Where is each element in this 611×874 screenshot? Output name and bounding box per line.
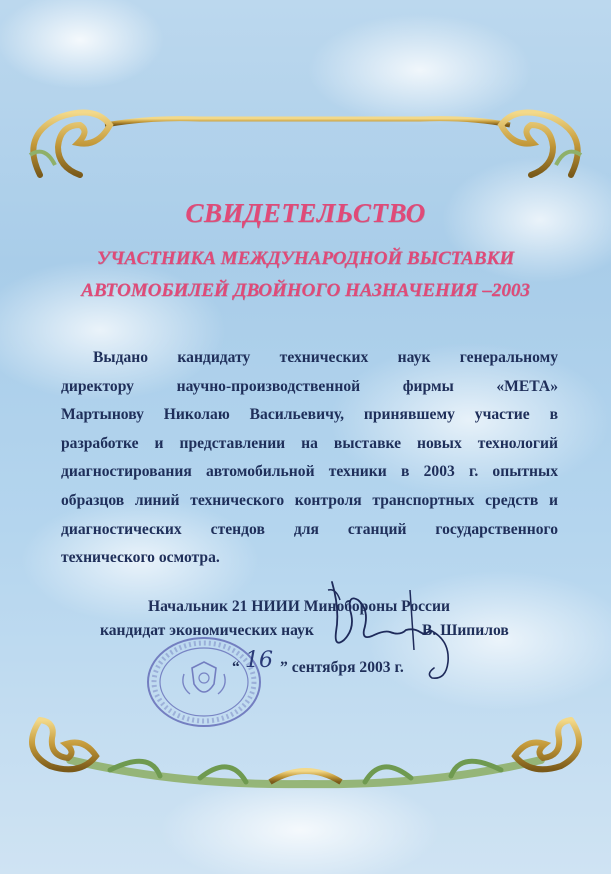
handwritten-signature bbox=[310, 570, 490, 700]
certificate-subtitle-line2: АВТОМОБИЛЕЙ ДВОЙНОГО НАЗНАЧЕНИЯ –2003 bbox=[81, 280, 530, 301]
body-line: директору научно-производственной фирмы «МЕТА» bbox=[61, 377, 558, 395]
body-line: диагностических стендов для станций государственного bbox=[61, 520, 558, 538]
date-day-handwritten: 16 bbox=[245, 648, 273, 673]
certificate-body-text bbox=[61, 344, 558, 573]
body-line: Мартынову Николаю Васильевичу, принявшему участие в bbox=[61, 406, 558, 424]
date-quote-open: “ bbox=[232, 659, 240, 676]
signatory-name: В. Шипилов bbox=[422, 622, 509, 639]
certificate-subtitle-line1: УЧАСТНИКА МЕЖДУНАРОДНОЙ ВЫСТАВКИ bbox=[96, 248, 515, 269]
body-line: образцов линий технического контроля транспортных средств и bbox=[61, 491, 558, 509]
top-gold-ornament bbox=[0, 95, 611, 185]
signatory-position: Начальник 21 НИИИ Минобороны России bbox=[148, 598, 450, 615]
body-line: разработке и представлении на выставке новых технологий bbox=[61, 434, 558, 452]
body-line: Выдано кандидату технических наук генеральному bbox=[93, 349, 558, 366]
certificate-title: СВИДЕТЕЛЬСТВО bbox=[185, 198, 426, 228]
bottom-gold-ornament bbox=[0, 690, 611, 800]
signatory-degree: кандидат экономических наук bbox=[100, 622, 314, 639]
body-line: технического осмотра. bbox=[61, 549, 220, 567]
date-month-year: ” сентября 2003 г. bbox=[280, 659, 404, 676]
body-line: диагностирования автомобильной техники в 2003 г. опытных bbox=[61, 463, 558, 481]
